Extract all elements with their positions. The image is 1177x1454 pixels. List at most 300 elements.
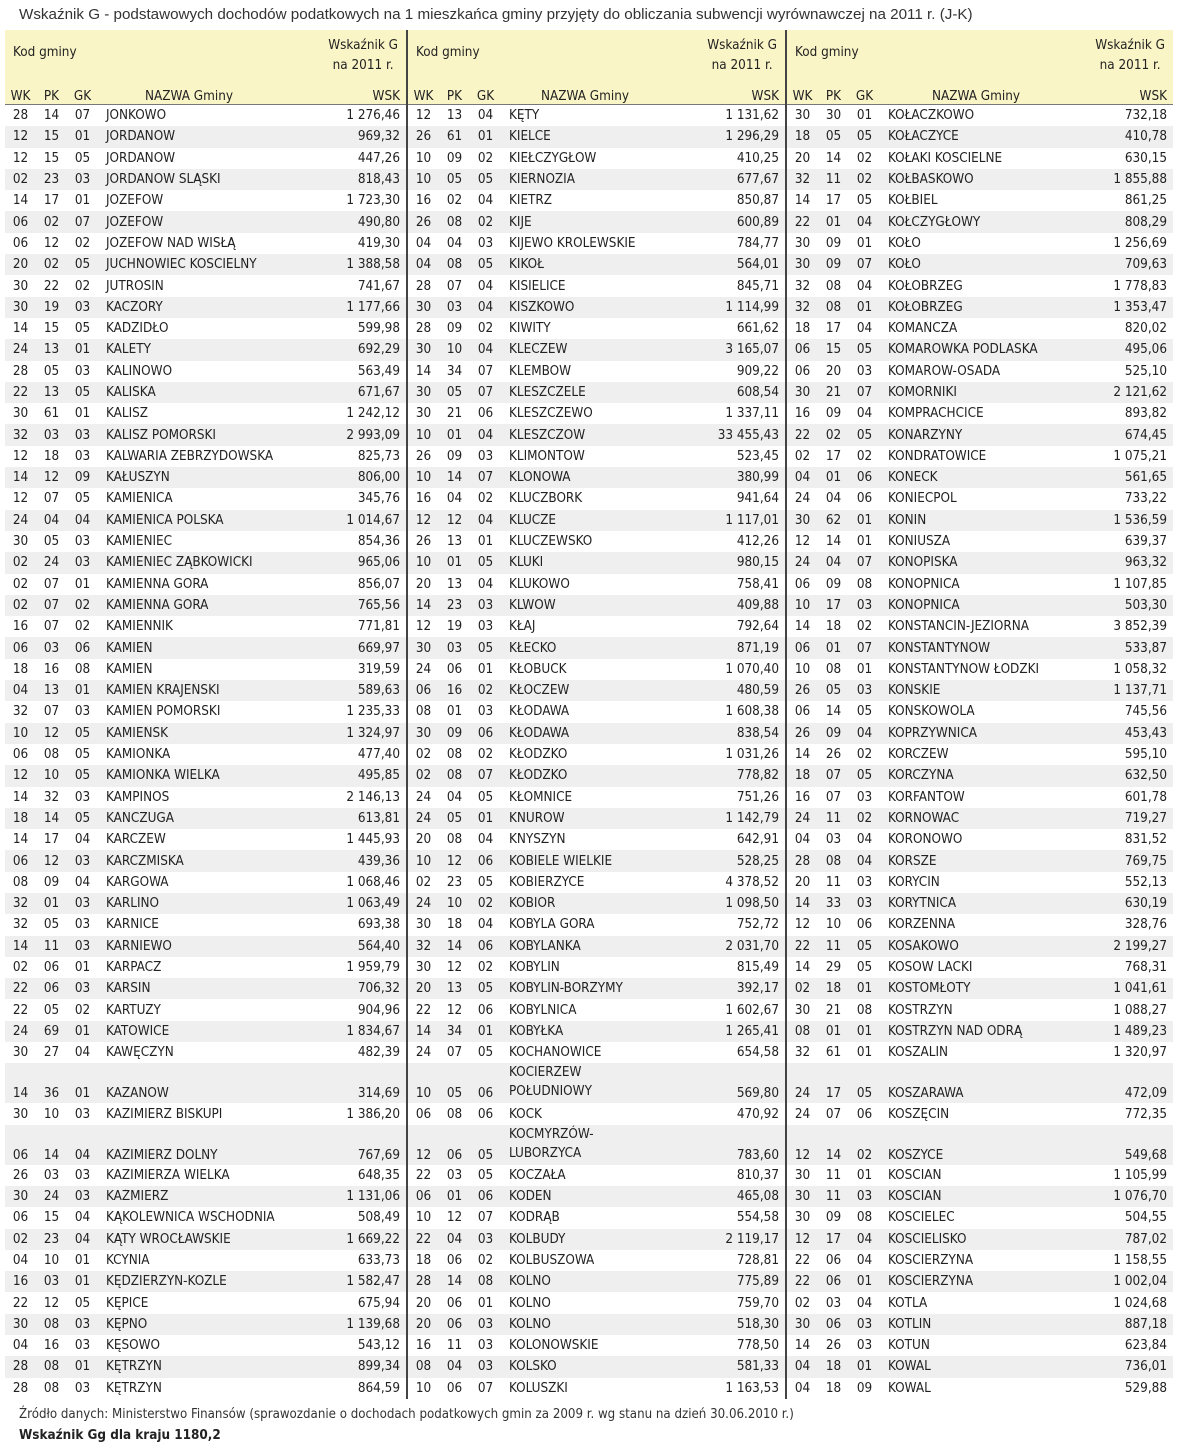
wsk-cell: 477,40 — [357, 747, 400, 763]
pk-cell: 03 — [43, 640, 60, 656]
wsk-cell: 639,37 — [1124, 534, 1167, 550]
wsk-cell: 3 852,39 — [1113, 619, 1167, 635]
name-cell: KAMIENNIK — [106, 619, 173, 635]
gk-cell: 03 — [477, 1338, 494, 1354]
name-cell: KIKÓŁ — [509, 257, 544, 273]
name-cell: KOŁCZYGŁOWY — [888, 214, 981, 230]
wsk-cell: 1 031,26 — [725, 747, 779, 763]
gk-cell: 02 — [477, 150, 494, 166]
pk-cell: 04 — [825, 491, 842, 507]
wsk-cell: 410,78 — [1124, 129, 1167, 145]
wk-cell: 12 — [794, 534, 811, 550]
gk-cell: 02 — [856, 619, 873, 635]
name-cell: KIWITY — [509, 321, 551, 337]
gk-cell: 04 — [477, 832, 494, 848]
gk-cell: 03 — [74, 1338, 91, 1354]
name-cell: KONSTANTYNÓW — [888, 640, 990, 656]
gk-cell: 01 — [74, 406, 91, 422]
wk-cell: 32 — [12, 427, 29, 443]
pk-cell: 08 — [825, 853, 842, 869]
wk-cell: 26 — [12, 1167, 29, 1183]
pk-cell: 16 — [43, 1338, 60, 1354]
name-cell: KOSZĘCIN — [888, 1106, 950, 1122]
wsk-cell: 856,07 — [357, 576, 400, 592]
table-row — [408, 552, 785, 573]
table-row — [787, 787, 1173, 808]
wsk-cell: 1 778,83 — [1113, 278, 1167, 294]
gk-cell: 06 — [477, 853, 494, 869]
table-row — [787, 1356, 1173, 1377]
name-cell: KIETRZ — [509, 193, 553, 209]
table-row — [787, 999, 1173, 1020]
column-headers — [787, 84, 1173, 105]
name-cell: KARNICE — [106, 917, 159, 933]
name-cell: KARCZEW — [106, 832, 166, 848]
pk-cell: 13 — [446, 576, 463, 592]
pk-cell: 01 — [446, 1189, 463, 1205]
wk-cell: 22 — [415, 1167, 432, 1183]
table-row — [408, 467, 785, 488]
table-row — [408, 211, 785, 232]
wk-cell: 30 — [12, 1045, 29, 1061]
pk-cell: 13 — [446, 981, 463, 997]
pk-cell: 11 — [825, 172, 842, 188]
name-cell: KATOWICE — [106, 1023, 170, 1039]
name-cell: KLUCZBORK — [509, 491, 583, 507]
wsk-cell: 1 386,20 — [346, 1106, 400, 1122]
wk-cell: 04 — [12, 1252, 29, 1268]
pk-cell: 17 — [825, 321, 842, 337]
table-row — [787, 446, 1173, 467]
wk-cell: 30 — [415, 960, 432, 976]
name-cell: KLESZCZÓW — [509, 427, 586, 443]
wk-cell: 10 — [415, 1086, 432, 1102]
pk-cell: 04 — [446, 491, 463, 507]
name-cell: KLUCZE — [509, 512, 557, 528]
table-row — [408, 361, 785, 382]
name-cell: KONECK — [888, 470, 938, 486]
name-cell: KOBIERZYCE — [509, 874, 585, 890]
wsk-cell: 1 296,29 — [725, 129, 779, 145]
wsk-cell: 963,32 — [1124, 555, 1167, 571]
table-row — [787, 1292, 1173, 1313]
gk-cell: 05 — [856, 427, 873, 443]
pk-cell: 06 — [43, 981, 60, 997]
pk-cell: 07 — [446, 278, 463, 294]
gk-cell: 05 — [74, 257, 91, 273]
gk-cell: 03 — [856, 597, 873, 613]
wk-cell: 14 — [12, 321, 29, 337]
wk-cell: 32 — [794, 278, 811, 294]
gk-cell: 05 — [477, 789, 494, 805]
pk-cell: 12 — [446, 1002, 463, 1018]
wsk-cell: 1 139,68 — [346, 1316, 400, 1332]
pk-cell: 09 — [43, 874, 60, 890]
name-cell: KĄKOLEWNICA WSCHODNIA — [106, 1210, 275, 1226]
wsk-cell: 1 536,59 — [1113, 512, 1167, 528]
gk-cell: 03 — [477, 1359, 494, 1375]
wk-cell: 06 — [12, 853, 29, 869]
table-row — [5, 126, 406, 147]
gk-cell: 05 — [856, 938, 873, 954]
table-row — [5, 659, 406, 680]
table-row — [408, 574, 785, 595]
table-row — [5, 105, 406, 126]
wsk-cell: 778,50 — [736, 1338, 779, 1354]
name-cell: KOLUSZKI — [509, 1380, 568, 1396]
pk-cell: 05 — [446, 385, 463, 400]
pk-cell: 03 — [446, 1167, 463, 1183]
wsk-header: WSK — [1139, 89, 1167, 104]
name-cell: KIELCE — [509, 129, 551, 145]
table-row — [787, 1250, 1173, 1271]
pk-cell: 30 — [825, 108, 842, 124]
table-row — [787, 510, 1173, 531]
pk-cell: 10 — [43, 768, 60, 784]
table-row — [5, 1186, 406, 1207]
table-row — [5, 1042, 406, 1063]
wsk-cell: 564,01 — [736, 257, 779, 273]
wk-cell: 28 — [12, 1359, 29, 1375]
table-row — [5, 1207, 406, 1228]
wsk-cell: 1 324,97 — [346, 725, 400, 741]
table-row — [787, 1125, 1173, 1165]
gk-cell: 08 — [856, 1210, 873, 1226]
table-row — [787, 637, 1173, 658]
pk-cell: 15 — [43, 321, 60, 337]
pk-cell: 05 — [446, 172, 463, 188]
table-row — [408, 1250, 785, 1271]
wk-cell: 02 — [12, 960, 29, 976]
gk-cell: 01 — [856, 108, 873, 124]
column-headers — [5, 84, 406, 105]
name-cell: KOSTRZYN NAD ODRĄ — [888, 1023, 1023, 1039]
gk-cell: 02 — [74, 235, 91, 251]
gk-cell: 09 — [74, 470, 91, 486]
table-body — [5, 105, 406, 1399]
gk-cell: 01 — [856, 661, 873, 677]
gk-cell: 04 — [856, 1252, 873, 1268]
wsk-cell: 1 107,85 — [1113, 576, 1167, 592]
nazwa-header: NAZWA Gminy — [145, 89, 233, 104]
wsk-cell: 669,97 — [357, 640, 400, 656]
column-headers — [408, 84, 785, 105]
table-row — [408, 850, 785, 871]
gk-cell: 01 — [477, 661, 494, 677]
wsk-cell: 871,19 — [736, 640, 779, 656]
pk-cell: 02 — [446, 193, 463, 209]
table-row — [408, 957, 785, 978]
table-row — [787, 1335, 1173, 1356]
gk-cell: 02 — [856, 747, 873, 763]
pk-cell: 02 — [43, 214, 60, 230]
table-row — [787, 148, 1173, 169]
name-cell: KOLBUDY — [509, 1231, 566, 1247]
pk-cell: 01 — [446, 555, 463, 571]
wsk-cell: 732,18 — [1124, 108, 1167, 124]
gk-cell: 05 — [477, 257, 494, 273]
name-cell: KŁOMNICE — [509, 789, 573, 805]
wsk-cell: 543,12 — [357, 1338, 400, 1354]
name-cell: KAMIEŃ — [106, 661, 153, 677]
wsk-cell: 838,54 — [736, 725, 779, 741]
name-cell: JÓZEFÓW NAD WISŁĄ — [106, 235, 236, 251]
wsk-cell: 759,70 — [736, 1295, 779, 1311]
pk-cell: 18 — [825, 981, 842, 997]
wsk-cell: 552,13 — [1124, 874, 1167, 890]
pk-cell: 07 — [43, 576, 60, 592]
table-row — [408, 126, 785, 147]
table-row — [5, 148, 406, 169]
gk-cell: 04 — [477, 108, 494, 124]
name-cell: KAMIONKA — [106, 747, 171, 763]
wsk-cell: 419,30 — [357, 235, 400, 251]
gk-cell: 05 — [477, 1147, 494, 1163]
table-row — [408, 1292, 785, 1313]
table-row — [787, 233, 1173, 254]
gk-cell: 07 — [477, 385, 494, 400]
pk-cell: 19 — [43, 299, 60, 315]
pk-cell: 10 — [446, 896, 463, 912]
wsk-cell: 623,84 — [1124, 1338, 1167, 1354]
gk-cell: 03 — [477, 1231, 494, 1247]
name-cell: KAMIENIEC ZĄBKOWICKI — [106, 555, 253, 571]
table-row — [5, 1125, 406, 1165]
table-row — [5, 1165, 406, 1186]
name-cell: KOŚCIELISKO — [888, 1231, 967, 1247]
table-row — [787, 765, 1173, 786]
wsk-cell: 1 041,61 — [1113, 981, 1167, 997]
pk-cell: 10 — [43, 1252, 60, 1268]
pk-cell: 29 — [825, 960, 842, 976]
gk-cell: 07 — [477, 1380, 494, 1396]
wsk-cell: 709,63 — [1124, 257, 1167, 273]
name-cell: KORFANTÓW — [888, 789, 965, 805]
table-row — [408, 424, 785, 445]
pk-cell: 21 — [446, 406, 463, 422]
pk-cell: 13 — [43, 342, 60, 358]
pk-cell: 05 — [43, 917, 60, 933]
name-cell: KOBYŁKA — [509, 1023, 564, 1039]
pk-cell: 07 — [43, 597, 60, 613]
wsk-cell: 1 608,38 — [725, 704, 779, 720]
table-row — [787, 723, 1173, 744]
wk-cell: 04 — [415, 235, 432, 251]
table-row — [408, 190, 785, 211]
table-header — [787, 30, 1173, 105]
table-row — [408, 382, 785, 403]
wsk-cell: 613,81 — [357, 810, 400, 826]
table-row — [787, 914, 1173, 935]
name-cell: KOŃSKIE — [888, 683, 941, 699]
wsk-cell: 2 993,09 — [346, 427, 400, 443]
wsk-cell: 806,00 — [357, 470, 400, 486]
name-cell: KŁAJ — [509, 619, 536, 635]
wsk-cell: 410,25 — [736, 150, 779, 166]
wk-cell: 24 — [415, 789, 432, 805]
wsk-cell: 601,78 — [1124, 789, 1167, 805]
wsk-cell: 600,89 — [736, 214, 779, 230]
pk-cell: 14 — [446, 938, 463, 954]
gk-cell: 01 — [477, 534, 494, 550]
wk-cell: 20 — [415, 1316, 432, 1332]
gk-cell: 04 — [477, 427, 494, 443]
pk-cell: 20 — [825, 363, 842, 379]
name-cell: KORCZYNA — [888, 768, 954, 784]
wk-cell: 04 — [794, 470, 811, 486]
table-row — [787, 361, 1173, 382]
wk-cell: 06 — [794, 704, 811, 720]
gk-cell: 03 — [74, 1316, 91, 1332]
gk-cell: 05 — [856, 960, 873, 976]
table-row — [5, 765, 406, 786]
name-cell: KOLNO — [509, 1316, 551, 1332]
gk-cell: 07 — [856, 257, 873, 273]
gk-cell: 04 — [74, 832, 91, 848]
pk-cell: 62 — [825, 512, 842, 528]
gk-cell: 02 — [74, 1002, 91, 1018]
pk-cell: 10 — [825, 917, 842, 933]
wk-cell: 24 — [794, 555, 811, 571]
wsk-cell: 671,67 — [357, 385, 400, 400]
wk-cell: 10 — [415, 150, 432, 166]
name-cell: KŁECKO — [509, 640, 557, 656]
wk-cell: 28 — [794, 853, 811, 869]
wk-cell: 02 — [794, 1295, 811, 1311]
wsk-cell: 771,81 — [357, 619, 400, 635]
table-row — [787, 105, 1173, 126]
gk-cell: 05 — [477, 1167, 494, 1183]
pk-cell: 23 — [43, 172, 60, 188]
name-cell: KORNOWAC — [888, 810, 960, 826]
wk-cell: 30 — [794, 1167, 811, 1183]
gk-cell: 03 — [74, 448, 91, 464]
wsk-cell: 525,10 — [1124, 363, 1167, 379]
wk-cell: 32 — [12, 896, 29, 912]
gk-cell: 03 — [74, 299, 91, 315]
gk-cell: 02 — [477, 1252, 494, 1268]
pk-cell: 06 — [43, 960, 60, 976]
wsk-cell: 504,55 — [1124, 1210, 1167, 1226]
wk-cell: 22 — [415, 1231, 432, 1247]
pk-cell: 11 — [446, 1338, 463, 1354]
pk-cell: 07 — [446, 1045, 463, 1061]
pk-cell: 06 — [825, 1316, 842, 1332]
wk-cell: 30 — [12, 534, 29, 550]
gk-cell: 06 — [477, 1189, 494, 1205]
gk-cell: 04 — [477, 299, 494, 315]
gk-cell: 06 — [477, 1106, 494, 1122]
name-cell: KAZIMIERZ BISKUPI — [106, 1106, 223, 1122]
table-row — [787, 1186, 1173, 1207]
pk-cell: 11 — [43, 938, 60, 954]
pk-cell: 12 — [446, 1210, 463, 1226]
pk-cell: 03 — [825, 832, 842, 848]
name-cell: KOŁBIEL — [888, 193, 938, 209]
wsk-header: WSK — [751, 89, 779, 104]
table-row — [787, 1103, 1173, 1124]
table-row — [787, 680, 1173, 701]
kod-gminy-header: Kod gminy — [416, 45, 480, 60]
gk-cell: 02 — [477, 896, 494, 912]
wskaznik-header: Wskaźnik G na 2011 r. — [328, 38, 398, 73]
wsk-cell: 563,49 — [357, 363, 400, 379]
pk-cell: 08 — [446, 768, 463, 784]
gk-cell: 07 — [477, 470, 494, 486]
name-cell: JORDANÓW — [106, 150, 176, 166]
gk-cell: 04 — [856, 1295, 873, 1311]
wk-cell: 02 — [12, 555, 29, 571]
table-row — [408, 510, 785, 531]
wsk-cell: 495,06 — [1124, 342, 1167, 358]
wsk-cell: 1 489,23 — [1113, 1023, 1167, 1039]
wk-cell: 16 — [415, 491, 432, 507]
wsk-cell: 769,75 — [1124, 853, 1167, 869]
wsk-cell: 599,98 — [357, 321, 400, 337]
wk-header: WK — [10, 89, 31, 104]
pk-cell: 03 — [446, 640, 463, 656]
wsk-cell: 693,38 — [357, 917, 400, 933]
pk-cell: 24 — [43, 555, 60, 571]
pk-cell: 09 — [446, 725, 463, 741]
wsk-cell: 768,31 — [1124, 960, 1167, 976]
wk-cell: 22 — [12, 385, 29, 400]
wsk-cell: 969,32 — [357, 129, 400, 145]
table-row — [408, 1271, 785, 1292]
wk-cell: 10 — [794, 661, 811, 677]
wsk-cell: 33 455,43 — [717, 427, 779, 443]
wsk-cell: 1 959,79 — [346, 960, 400, 976]
name-cell: KOŁO — [888, 235, 921, 251]
name-cell: KOBIÓR — [509, 896, 556, 912]
table-row — [787, 126, 1173, 147]
wsk-cell: 2 121,62 — [1113, 385, 1167, 400]
name-cell: KŁODAWA — [509, 704, 570, 720]
gk-cell: 04 — [856, 832, 873, 848]
pk-cell: 05 — [43, 1002, 60, 1018]
pk-cell: 01 — [446, 427, 463, 443]
table-row — [5, 169, 406, 190]
name-cell: KARCZMISKA — [106, 853, 184, 869]
gk-cell: 07 — [477, 363, 494, 379]
wsk-cell: 887,18 — [1124, 1316, 1167, 1332]
name-cell: KAMIENNA GÓRA — [106, 576, 209, 592]
wk-cell: 24 — [415, 810, 432, 826]
pk-cell: 05 — [825, 129, 842, 145]
pk-cell: 11 — [825, 1167, 842, 1183]
wsk-cell: 470,92 — [736, 1106, 779, 1122]
pk-cell: 14 — [825, 704, 842, 720]
name-cell: KŁODZKO — [509, 768, 568, 784]
gk-cell: 04 — [856, 278, 873, 294]
wk-cell: 20 — [12, 257, 29, 273]
nazwa-header: NAZWA Gminy — [541, 89, 629, 104]
table-row — [787, 1207, 1173, 1228]
table-body — [787, 105, 1173, 1399]
name-cell: KIEŁCZYGŁÓW — [509, 150, 597, 166]
pk-cell: 15 — [43, 150, 60, 166]
wsk-cell: 893,82 — [1124, 406, 1167, 422]
name-cell: KOLNO — [509, 1274, 551, 1290]
wsk-cell: 783,60 — [736, 1147, 779, 1163]
wsk-cell: 595,10 — [1124, 747, 1167, 763]
name-cell: KAMIEŃ — [106, 640, 153, 656]
pk-cell: 04 — [825, 555, 842, 571]
table-row — [5, 297, 406, 318]
gk-cell: 01 — [74, 960, 91, 976]
wsk-cell: 1 669,22 — [346, 1231, 400, 1247]
table-row — [408, 723, 785, 744]
